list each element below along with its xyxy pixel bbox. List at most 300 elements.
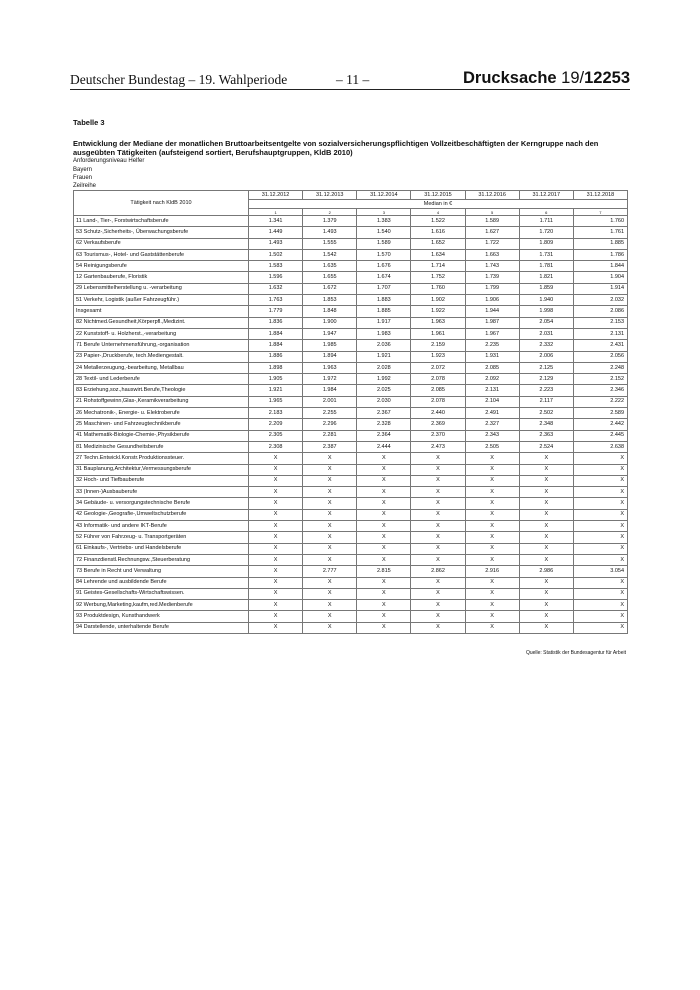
median-value-cell: X	[249, 554, 303, 565]
table-row	[74, 430, 628, 441]
median-value-cell: 1.844	[573, 261, 627, 272]
median-value-cell: X	[411, 453, 465, 464]
median-value-cell: X	[465, 498, 519, 509]
table-row	[74, 464, 628, 475]
median-value-cell: 2.815	[357, 566, 411, 577]
median-value-cell: 1.383	[357, 216, 411, 227]
median-value-cell: 1.583	[249, 261, 303, 272]
table-row	[74, 521, 628, 532]
median-value-cell: 1.905	[249, 374, 303, 385]
median-value-cell: 1.627	[465, 227, 519, 238]
median-value-cell: 1.760	[411, 283, 465, 294]
median-value-cell: 1.731	[519, 249, 573, 260]
occupation-label: 23 Papier-,Druckberufe, tech.Mediengestalt.	[74, 351, 249, 362]
median-value-cell: X	[411, 554, 465, 565]
occupation-label: 33 (Innen-)Ausbauberufe	[74, 487, 249, 498]
median-value-cell: 2.346	[573, 385, 627, 396]
median-value-cell: 1.883	[357, 295, 411, 306]
median-value-cell: 2.862	[411, 566, 465, 577]
table-row	[74, 622, 628, 633]
median-value-cell: 1.379	[303, 216, 357, 227]
median-value-cell: X	[357, 509, 411, 520]
median-value-cell: X	[357, 498, 411, 509]
column-index: 4	[411, 209, 465, 216]
table-row	[74, 611, 628, 622]
table-row	[74, 306, 628, 317]
median-value-cell: X	[573, 509, 627, 520]
median-value-cell: 2.125	[519, 362, 573, 373]
median-value-cell: X	[249, 453, 303, 464]
median-value-cell: 1.779	[249, 306, 303, 317]
median-value-cell: X	[519, 543, 573, 554]
median-value-cell: 2.030	[357, 396, 411, 407]
median-value-cell: 1.998	[519, 306, 573, 317]
median-value-cell: X	[357, 521, 411, 532]
occupation-label: 28 Textil- und Lederberufe	[74, 374, 249, 385]
median-value-cell: X	[465, 543, 519, 554]
median-value-cell: 2.209	[249, 419, 303, 430]
median-value-cell: 2.085	[411, 385, 465, 396]
median-value-cell: 1.502	[249, 249, 303, 260]
occupation-label: 12 Gartenbauberufe, Floristik	[74, 272, 249, 283]
column-index: 7	[573, 209, 627, 216]
median-value-cell: X	[465, 554, 519, 565]
median-value-cell: X	[303, 622, 357, 633]
median-value-cell: 1.540	[357, 227, 411, 238]
median-value-cell: 2.235	[465, 340, 519, 351]
median-value-cell: X	[411, 577, 465, 588]
occupation-label: 72 Finanzdienstl.Rechnungsw.,Steuerberatung	[74, 554, 249, 565]
median-value-cell: X	[519, 588, 573, 599]
table-row	[74, 554, 628, 565]
table-row	[74, 340, 628, 351]
median-value-cell: 2.129	[519, 374, 573, 385]
median-value-cell: 1.884	[249, 340, 303, 351]
median-value-cell: X	[249, 509, 303, 520]
median-value-cell: 2.131	[465, 385, 519, 396]
median-value-cell: X	[573, 475, 627, 486]
median-value-cell: X	[357, 543, 411, 554]
median-value-cell: X	[519, 509, 573, 520]
table-row	[74, 588, 628, 599]
occupation-label: 61 Einkaufs-, Vertriebs- und Handelsberufe	[74, 543, 249, 554]
median-value-cell: 1.885	[573, 238, 627, 249]
median-value-cell: 1.917	[357, 317, 411, 328]
occupation-label: 25 Maschinen- und Fahrzeugtechnikberufe	[74, 419, 249, 430]
table-row	[74, 453, 628, 464]
table-row	[74, 600, 628, 611]
median-value-cell: X	[249, 577, 303, 588]
median-value-cell: 1.542	[303, 249, 357, 260]
date-header: 31.12.2017	[519, 191, 573, 200]
median-value-cell: 1.589	[465, 216, 519, 227]
median-value-cell: X	[411, 498, 465, 509]
median-value-cell: 2.255	[303, 408, 357, 419]
median-value-cell: 2.085	[465, 362, 519, 373]
median-value-cell: 2.440	[411, 408, 465, 419]
median-value-cell: 1.922	[411, 306, 465, 317]
occupation-label: 84 Lehrende und ausbildende Berufe	[74, 577, 249, 588]
source-note: Quelle: Statistik der Bundesagentur für Arbeit	[525, 650, 626, 656]
median-value-cell: 1.965	[249, 396, 303, 407]
occupation-label: 73 Berufe in Recht und Verwaltung	[74, 566, 249, 577]
median-value-cell: X	[303, 588, 357, 599]
median-value-cell: 1.341	[249, 216, 303, 227]
median-value-cell: 1.570	[357, 249, 411, 260]
median-value-cell: 2.153	[573, 317, 627, 328]
row-header-cell: Tätigkeit nach KldB 2010	[74, 191, 249, 216]
median-value-cell: X	[357, 487, 411, 498]
median-value-cell: X	[573, 498, 627, 509]
date-header: 31.12.2012	[249, 191, 303, 200]
table-row	[74, 351, 628, 362]
table-row	[74, 261, 628, 272]
median-value-cell: 1.902	[411, 295, 465, 306]
median-value-cell: X	[357, 600, 411, 611]
median-value-cell: X	[573, 600, 627, 611]
occupation-label: 92 Werbung,Marketing,kaufm,red.Medienberufe	[74, 600, 249, 611]
publication-name: Deutscher Bundestag – 19. Wahlperiode	[70, 72, 288, 87]
median-value-cell: X	[249, 611, 303, 622]
median-value-cell: 3.054	[573, 566, 627, 577]
median-value-cell: 1.674	[357, 272, 411, 283]
occupation-label: 32 Hoch- und Tiefbauberufe	[74, 475, 249, 486]
median-value-cell: X	[303, 554, 357, 565]
median-value-cell: 1.672	[303, 283, 357, 294]
median-value-cell: 1.914	[573, 283, 627, 294]
median-value-cell: 2.078	[411, 374, 465, 385]
median-value-cell: X	[411, 600, 465, 611]
median-value-cell: X	[357, 475, 411, 486]
meta-series: Zeilreihe	[73, 183, 97, 189]
meta-region: Bayern	[73, 167, 93, 173]
table-row	[74, 283, 628, 294]
median-value-cell: X	[357, 464, 411, 475]
median-value-cell: 2.078	[411, 396, 465, 407]
median-value-cell: 2.502	[519, 408, 573, 419]
column-index: 2	[303, 209, 357, 216]
median-value-cell: 1.967	[465, 328, 519, 339]
median-value-cell: X	[573, 543, 627, 554]
meta-gender: Frauen	[73, 175, 93, 181]
occupation-label: 43 Informatik- und andere IKT-Berufe	[74, 521, 249, 532]
median-value-cell: 1.931	[465, 351, 519, 362]
occupation-label: 11 Land-, Tier-, Forstwirtschaftsberufe	[74, 216, 249, 227]
median-value-cell: X	[573, 521, 627, 532]
median-value-cell: 1.635	[303, 261, 357, 272]
median-value-cell: 2.032	[573, 295, 627, 306]
median-value-cell: 1.885	[357, 306, 411, 317]
median-value-cell: 1.972	[303, 374, 357, 385]
table-row	[74, 272, 628, 283]
date-header: 31.12.2015	[411, 191, 465, 200]
median-value-cell: 2.056	[573, 351, 627, 362]
median-value-cell: 1.983	[357, 328, 411, 339]
median-value-cell: 2.473	[411, 441, 465, 452]
median-value-cell: 1.493	[303, 227, 357, 238]
median-value-cell: 2.092	[465, 374, 519, 385]
column-index: 3	[357, 209, 411, 216]
median-value-cell: X	[573, 487, 627, 498]
median-value-cell: 1.652	[411, 238, 465, 249]
median-value-cell: 1.900	[303, 317, 357, 328]
table-row	[74, 249, 628, 260]
median-value-cell: X	[465, 532, 519, 543]
median-value-cell: 1.786	[573, 249, 627, 260]
occupation-label: 27 Techn.Entwickl.Konstr.Produktionssteuer.	[74, 453, 249, 464]
median-value-cell: 1.632	[249, 283, 303, 294]
median-value-cell: X	[411, 475, 465, 486]
median-value-cell: X	[519, 464, 573, 475]
occupation-label: 29 Lebensmittelherstellung u. -verarbeitung	[74, 283, 249, 294]
median-value-cell: 1.984	[303, 385, 357, 396]
median-value-cell: X	[465, 588, 519, 599]
median-value-cell: 1.848	[303, 306, 357, 317]
occupation-label: 93 Produktdesign, Kunsthandwerk	[74, 611, 249, 622]
median-value-cell: 1.809	[519, 238, 573, 249]
median-value-cell: 1.963	[303, 362, 357, 373]
median-value-cell: 1.655	[303, 272, 357, 283]
median-value-cell: 1.763	[249, 295, 303, 306]
table-row	[74, 317, 628, 328]
median-value-cell: 2.072	[411, 362, 465, 373]
median-value-cell: X	[519, 622, 573, 633]
median-value-cell: X	[573, 622, 627, 633]
median-value-cell: 1.676	[357, 261, 411, 272]
document-number-period: 19/	[561, 69, 585, 87]
median-value-cell: 1.921	[357, 351, 411, 362]
median-value-cell: X	[303, 475, 357, 486]
median-value-cell: 1.663	[465, 249, 519, 260]
median-value-cell: 2.028	[357, 362, 411, 373]
table-title: Entwicklung der Mediane der monatlichen Bruttoarbeitsentgelte von sozialversicherungspflichtigen Vollzeitbeschäftigten der Kerngruppe nach den ausgeübten Tätigkeiten (aufsteigend sortiert, Berufshauptgruppen, KldB 2010)	[73, 139, 599, 157]
median-value-cell: X	[573, 554, 627, 565]
median-value-cell: X	[249, 532, 303, 543]
median-value-cell: 1.616	[411, 227, 465, 238]
occupation-label: 22 Kunststoff- u. Holzherst.,-verarbeitung	[74, 328, 249, 339]
median-value-cell: X	[519, 532, 573, 543]
median-value-cell: 1.743	[465, 261, 519, 272]
occupation-label: 34 Gebäude- u. versorgungstechnische Berufe	[74, 498, 249, 509]
median-value-cell: X	[411, 611, 465, 622]
median-value-cell: 1.720	[519, 227, 573, 238]
median-value-cell: 2.370	[411, 430, 465, 441]
median-value-cell: 2.104	[465, 396, 519, 407]
table-row	[74, 238, 628, 249]
median-value-cell: 2.431	[573, 340, 627, 351]
occupation-label: 52 Führer von Fahrzeug- u. Transportgeräten	[74, 532, 249, 543]
median-value-cell: X	[303, 543, 357, 554]
median-value-cell: 2.986	[519, 566, 573, 577]
median-value-cell: X	[465, 475, 519, 486]
median-value-cell: 1.821	[519, 272, 573, 283]
median-value-cell: 1.555	[303, 238, 357, 249]
median-value-cell: X	[303, 487, 357, 498]
median-value-cell: 2.248	[573, 362, 627, 373]
median-value-cell: X	[573, 532, 627, 543]
date-header: 31.12.2013	[303, 191, 357, 200]
median-value-cell: 2.444	[357, 441, 411, 452]
median-value-cell: 1.940	[519, 295, 573, 306]
median-value-cell: 1.722	[465, 238, 519, 249]
median-value-cell: 1.884	[249, 328, 303, 339]
table-row	[74, 419, 628, 430]
median-value-cell: X	[249, 566, 303, 577]
median-value-cell: 1.739	[465, 272, 519, 283]
median-value-cell: 1.921	[249, 385, 303, 396]
median-value-cell: X	[573, 577, 627, 588]
median-value-cell: 2.183	[249, 408, 303, 419]
table-row	[74, 227, 628, 238]
median-value-cell: X	[357, 611, 411, 622]
table-row	[74, 509, 628, 520]
median-value-cell: X	[249, 464, 303, 475]
median-value-cell: X	[519, 577, 573, 588]
median-value-cell: 1.853	[303, 295, 357, 306]
median-value-cell: X	[357, 453, 411, 464]
median-value-cell: X	[519, 521, 573, 532]
table-row	[74, 408, 628, 419]
median-value-cell: 2.505	[465, 441, 519, 452]
median-value-cell: X	[357, 588, 411, 599]
median-value-cell: X	[519, 611, 573, 622]
median-value-cell: X	[249, 622, 303, 633]
table-row	[74, 577, 628, 588]
median-value-cell: 1.886	[249, 351, 303, 362]
median-value-cell: X	[519, 487, 573, 498]
median-value-cell: 2.916	[465, 566, 519, 577]
median-value-cell: 1.707	[357, 283, 411, 294]
occupation-label: 26 Mechatronik-, Energie- u. Elektroberufe	[74, 408, 249, 419]
occupation-label: 82 Nichtmed.Gesundheit,Körperpfl.,Medizint.	[74, 317, 249, 328]
median-value-cell: 1.836	[249, 317, 303, 328]
median-value-cell: X	[303, 498, 357, 509]
median-value-cell: X	[249, 600, 303, 611]
median-value-cell: X	[519, 554, 573, 565]
median-value-cell: 2.025	[357, 385, 411, 396]
median-value-cell: 2.589	[573, 408, 627, 419]
median-value-cell: X	[303, 521, 357, 532]
table-row	[74, 328, 628, 339]
table-body	[74, 216, 628, 634]
table-row	[74, 498, 628, 509]
document-number	[463, 69, 630, 88]
document-number-id: 12253	[584, 69, 630, 87]
column-index: 5	[465, 209, 519, 216]
median-value-cell: X	[411, 622, 465, 633]
median-value-cell: 2.296	[303, 419, 357, 430]
median-value-cell: 2.006	[519, 351, 573, 362]
median-value-cell: 2.152	[573, 374, 627, 385]
median-value-cell: X	[411, 464, 465, 475]
date-header: 31.12.2018	[573, 191, 627, 200]
median-value-cell: X	[465, 453, 519, 464]
median-value-cell: X	[411, 532, 465, 543]
occupation-label: 24 Metallerzeugung,-bearbeitung, Metallbau	[74, 362, 249, 373]
table-row	[74, 441, 628, 452]
median-value-cell: 2.387	[303, 441, 357, 452]
median-value-cell: 1.799	[465, 283, 519, 294]
median-value-cell: X	[303, 464, 357, 475]
median-value-cell: 2.442	[573, 419, 627, 430]
median-value-cell: 1.449	[249, 227, 303, 238]
median-value-cell: 1.944	[465, 306, 519, 317]
median-value-cell: X	[465, 600, 519, 611]
median-value-cell: X	[573, 453, 627, 464]
median-value-cell: 2.363	[519, 430, 573, 441]
median-value-cell: 2.343	[465, 430, 519, 441]
median-value-cell: 1.714	[411, 261, 465, 272]
median-value-cell: 2.327	[465, 419, 519, 430]
table-row	[74, 295, 628, 306]
median-value-cell: X	[303, 453, 357, 464]
table-row	[74, 216, 628, 227]
median-value-cell: 2.445	[573, 430, 627, 441]
document-number-label: Drucksache	[463, 69, 557, 87]
median-value-cell: 2.777	[303, 566, 357, 577]
median-value-cell: 1.761	[573, 227, 627, 238]
median-value-cell: 1.634	[411, 249, 465, 260]
median-value-cell: X	[357, 532, 411, 543]
median-value-cell: X	[465, 509, 519, 520]
median-value-cell: 1.781	[519, 261, 573, 272]
median-value-cell: 1.904	[573, 272, 627, 283]
unit-header: Median in €	[249, 200, 628, 209]
median-value-cell: 1.589	[357, 238, 411, 249]
date-header: 31.12.2014	[357, 191, 411, 200]
median-value-cell: X	[357, 577, 411, 588]
median-value-cell: X	[411, 543, 465, 554]
median-value-cell: 2.222	[573, 396, 627, 407]
median-value-cell: X	[519, 498, 573, 509]
median-value-cell: 2.001	[303, 396, 357, 407]
table-row	[74, 396, 628, 407]
median-value-cell: 1.923	[411, 351, 465, 362]
occupation-label: 71 Berufe Unternehmensführung,-organisation	[74, 340, 249, 351]
median-value-cell: X	[519, 475, 573, 486]
occupation-label: 54 Reinigungsberufe	[74, 261, 249, 272]
median-value-cell: X	[465, 464, 519, 475]
table-row	[74, 532, 628, 543]
table-row	[74, 566, 628, 577]
median-value-cell: 1.906	[465, 295, 519, 306]
median-value-cell: 2.159	[411, 340, 465, 351]
median-value-cell: X	[303, 611, 357, 622]
median-value-cell: 1.859	[519, 283, 573, 294]
median-value-cell: 2.054	[519, 317, 573, 328]
median-value-cell: X	[303, 509, 357, 520]
median-value-cell: X	[465, 521, 519, 532]
median-value-cell: 2.638	[573, 441, 627, 452]
median-value-cell: 1.752	[411, 272, 465, 283]
median-value-cell: 2.131	[573, 328, 627, 339]
median-value-cell: 1.961	[411, 328, 465, 339]
occupation-label: 62 Verkaufsberufe	[74, 238, 249, 249]
median-value-cell: 1.711	[519, 216, 573, 227]
median-value-cell: 1.894	[303, 351, 357, 362]
median-value-cell: X	[303, 577, 357, 588]
header-rule	[70, 89, 630, 90]
median-value-cell: 2.281	[303, 430, 357, 441]
median-value-cell: 1.493	[249, 238, 303, 249]
median-value-cell: 2.086	[573, 306, 627, 317]
median-value-cell: 2.223	[519, 385, 573, 396]
median-value-cell: X	[465, 577, 519, 588]
median-value-cell: X	[519, 600, 573, 611]
median-value-cell: 1.898	[249, 362, 303, 373]
occupation-label: 51 Verkehr, Logistik (außer Fahrzeugführ.)	[74, 295, 249, 306]
median-value-cell: X	[249, 521, 303, 532]
